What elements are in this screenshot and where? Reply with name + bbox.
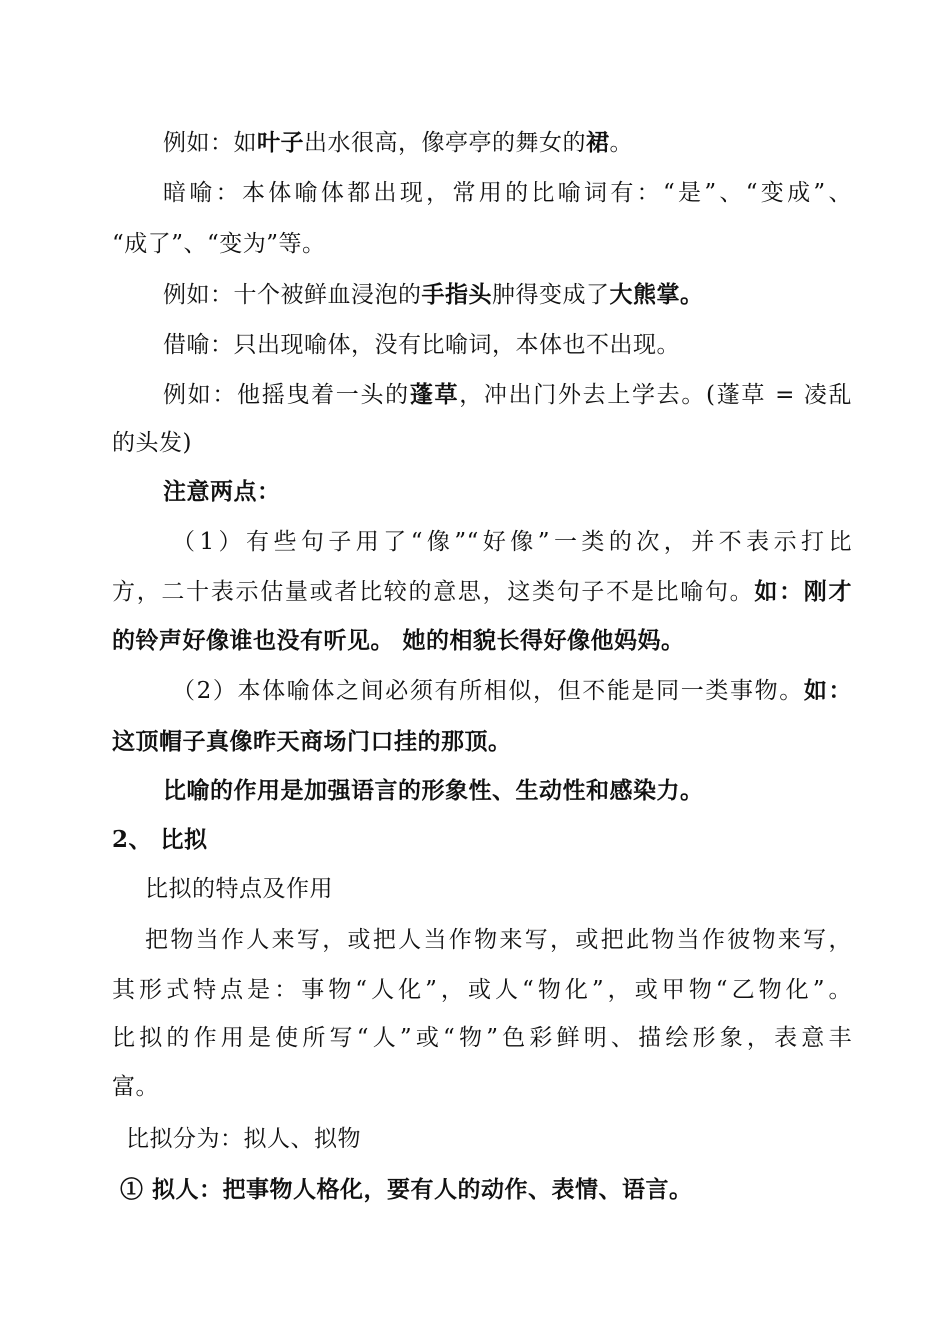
text-segment: 例如：他摇曳着一头的 xyxy=(163,382,410,408)
text-segment: 例如：如 xyxy=(163,130,257,156)
bold-text: 如： xyxy=(803,677,852,704)
bold-text: 的铃声好像谁也没有听见。 她的相貌长得好像他妈妈。 xyxy=(112,627,685,654)
bold-text: 比喻的作用是加强语言的形象性、生动性和感染力。 xyxy=(163,777,704,804)
text-segment: 富。 xyxy=(112,1074,159,1100)
bold-text: 2、 比拟 xyxy=(112,826,208,853)
text-line xyxy=(145,874,852,904)
bold-text: 大熊掌。 xyxy=(609,281,704,308)
text-line xyxy=(112,577,852,607)
text-line xyxy=(112,626,852,656)
text-line xyxy=(163,330,852,360)
text-line xyxy=(112,975,852,1005)
section-heading xyxy=(112,825,852,855)
text-line xyxy=(163,128,852,158)
text-line xyxy=(112,229,852,259)
text-segment: （2）本体喻体之间必须有所相似，但不能是同一类事物。 xyxy=(172,678,804,704)
text-line xyxy=(172,527,852,557)
text-line xyxy=(145,925,852,955)
text-segment: 其形式特点是：事物“人化”，或人“物化”，或甲物“乙物化”。 xyxy=(112,977,852,1003)
text-segment: 暗喻：本体喻体都出现，常用的比喻词有：“是”、“变成”、 xyxy=(163,180,852,206)
text-line xyxy=(163,477,852,507)
text-line xyxy=(172,676,852,706)
text-segment: （1）有些句子用了“像”“好像”一类的次，并不表示打比 xyxy=(172,529,852,555)
text-line xyxy=(163,280,852,310)
text-segment: 比拟的特点及作用 xyxy=(145,876,333,902)
text-line xyxy=(126,1124,852,1154)
text-segment: 比拟分为：拟人、拟物 xyxy=(126,1126,361,1152)
text-line xyxy=(163,776,852,806)
text-line xyxy=(112,1023,852,1053)
bold-text: 叶子 xyxy=(257,129,304,156)
text-line xyxy=(120,1175,852,1205)
text-segment: 的头发) xyxy=(112,430,192,456)
text-segment: 方，二十表示估量或者比较的意思，这类句子不是比喻句。 xyxy=(112,579,755,605)
text-segment: 例如：十个被鲜血浸泡的 xyxy=(163,282,422,308)
text-line xyxy=(112,428,852,458)
bold-text: 蓬草 xyxy=(409,381,460,408)
text-segment: 比拟的作用是使所写“人”或“物”色彩鲜明、描绘形象，表意丰 xyxy=(112,1025,852,1051)
text-segment: 借喻：只出现喻体，没有比喻词，本体也不出现。 xyxy=(163,332,680,358)
text-line xyxy=(163,380,852,410)
text-segment: 把物当作人来写，或把人当作物来写，或把此物当作彼物来写， xyxy=(145,927,852,953)
bold-text: ① 拟人：把事物人格化，要有人的动作、表情、语言。 xyxy=(120,1176,693,1203)
text-segment: “成了”、“变为”等。 xyxy=(112,231,326,257)
bold-text: 手指头 xyxy=(421,281,492,308)
text-segment: 肿得变成了 xyxy=(492,282,610,308)
bold-text: 裙 xyxy=(586,129,610,156)
bold-text: 注意两点： xyxy=(163,478,281,505)
text-segment: 出水很高，像亭亭的舞女的 xyxy=(304,130,586,156)
text-segment: ，冲出门外去上学去。(蓬草 = 凌乱 xyxy=(459,382,853,408)
bold-text: 如：刚才 xyxy=(754,578,853,605)
text-line xyxy=(112,1072,852,1102)
text-line xyxy=(163,178,852,208)
bold-text: 这顶帽子真像昨天商场门口挂的那顶。 xyxy=(112,728,512,755)
text-line xyxy=(112,727,852,757)
text-segment: 。 xyxy=(609,130,633,156)
